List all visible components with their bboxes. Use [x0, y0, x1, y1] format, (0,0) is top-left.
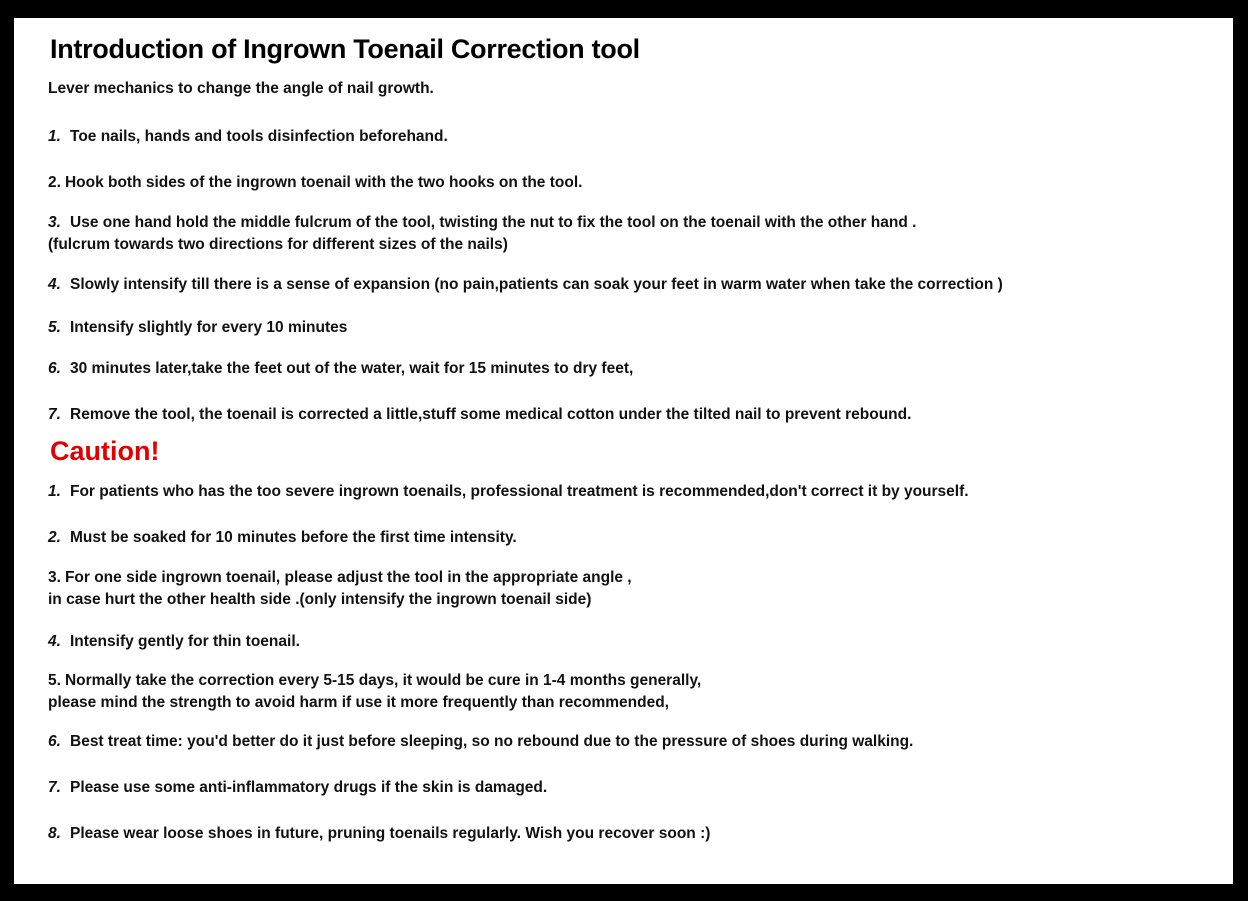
- caution-text-continued: in case hurt the other health side .(only intensify the ingrown toenail side): [48, 591, 592, 608]
- instruction-step: [48, 172, 582, 194]
- step-number: 3.: [48, 214, 61, 231]
- step-text: Hook both sides of the ingrown toenail with the two hooks on the tool.: [64, 174, 583, 191]
- instruction-step: [48, 404, 911, 426]
- document-title: Introduction of Ingrown Toenail Correction tool: [50, 34, 640, 64]
- caution-text: Please wear loose shoes in future, pruning toenails regularly. Wish you recover soon :): [70, 825, 711, 842]
- caution-text: Normally take the correction every 5-15 days, it would be cure in 1-4 months generally,: [64, 672, 702, 689]
- caution-text: For one side ingrown toenail, please adjust the tool in the appropriate angle ,: [64, 569, 632, 586]
- instruction-step: [48, 317, 347, 339]
- step-text: Use one hand hold the middle fulcrum of the tool, twisting the nut to fix the tool on the toenail with the other hand .: [70, 214, 917, 231]
- caution-item: [48, 481, 969, 503]
- step-text: Intensify slightly for every 10 minutes: [70, 319, 348, 336]
- caution-number: 5.: [48, 672, 61, 689]
- intro-text: Lever mechanics to change the angle of nail growth.: [48, 80, 434, 97]
- instruction-sheet: [14, 18, 1233, 884]
- caution-number: 2.: [48, 529, 61, 546]
- caution-number: 6.: [48, 733, 61, 750]
- caution-text: Best treat time: you'd better do it just before sleeping, so no rebound due to the pressure of shoes during walking.: [70, 733, 914, 750]
- caution-number: 1.: [48, 483, 61, 500]
- caution-text: Intensify gently for thin toenail.: [70, 633, 300, 650]
- step-number: 5.: [48, 319, 61, 336]
- step-text: Slowly intensify till there is a sense of expansion (no pain,patients can soak your feet in warm water when take the correction ): [70, 276, 1003, 293]
- caution-text-continued: please mind the strength to avoid harm if use it more frequently than recommended,: [48, 694, 669, 711]
- instruction-step: [48, 274, 1003, 296]
- step-number: 2.: [48, 174, 61, 191]
- step-text-continued: (fulcrum towards two directions for different sizes of the nails): [48, 236, 508, 253]
- step-number: 7.: [48, 406, 61, 423]
- step-number: 1.: [48, 128, 61, 145]
- step-number: 6.: [48, 360, 61, 377]
- step-text: Toe nails, hands and tools disinfection beforehand.: [70, 128, 448, 145]
- caution-text: Must be soaked for 10 minutes before the first time intensity.: [70, 529, 517, 546]
- caution-item: [48, 777, 547, 799]
- caution-text: For patients who has the too severe ingrown toenails, professional treatment is recommended,don't correct it by yourself.: [70, 483, 969, 500]
- caution-item: [48, 823, 710, 845]
- step-text: 30 minutes later,take the feet out of the water, wait for 15 minutes to dry feet,: [70, 360, 634, 377]
- caution-text: Please use some anti-inflammatory drugs if the skin is damaged.: [70, 779, 548, 796]
- caution-number: 8.: [48, 825, 61, 842]
- caution-number: 4.: [48, 633, 61, 650]
- caution-number: 3.: [48, 569, 61, 586]
- instruction-step: [48, 212, 916, 256]
- caution-number: 7.: [48, 779, 61, 796]
- step-number: 4.: [48, 276, 61, 293]
- caution-item: [48, 731, 913, 753]
- caution-item: [48, 527, 517, 549]
- caution-item: [48, 670, 701, 714]
- caution-heading: Caution!: [50, 436, 160, 466]
- instruction-step: [48, 126, 448, 148]
- caution-item: [48, 631, 300, 653]
- step-text: Remove the tool, the toenail is corrected a little,stuff some medical cotton under the tilted nail to prevent rebound.: [70, 406, 912, 423]
- instruction-step: [48, 358, 633, 380]
- caution-item: [48, 567, 632, 611]
